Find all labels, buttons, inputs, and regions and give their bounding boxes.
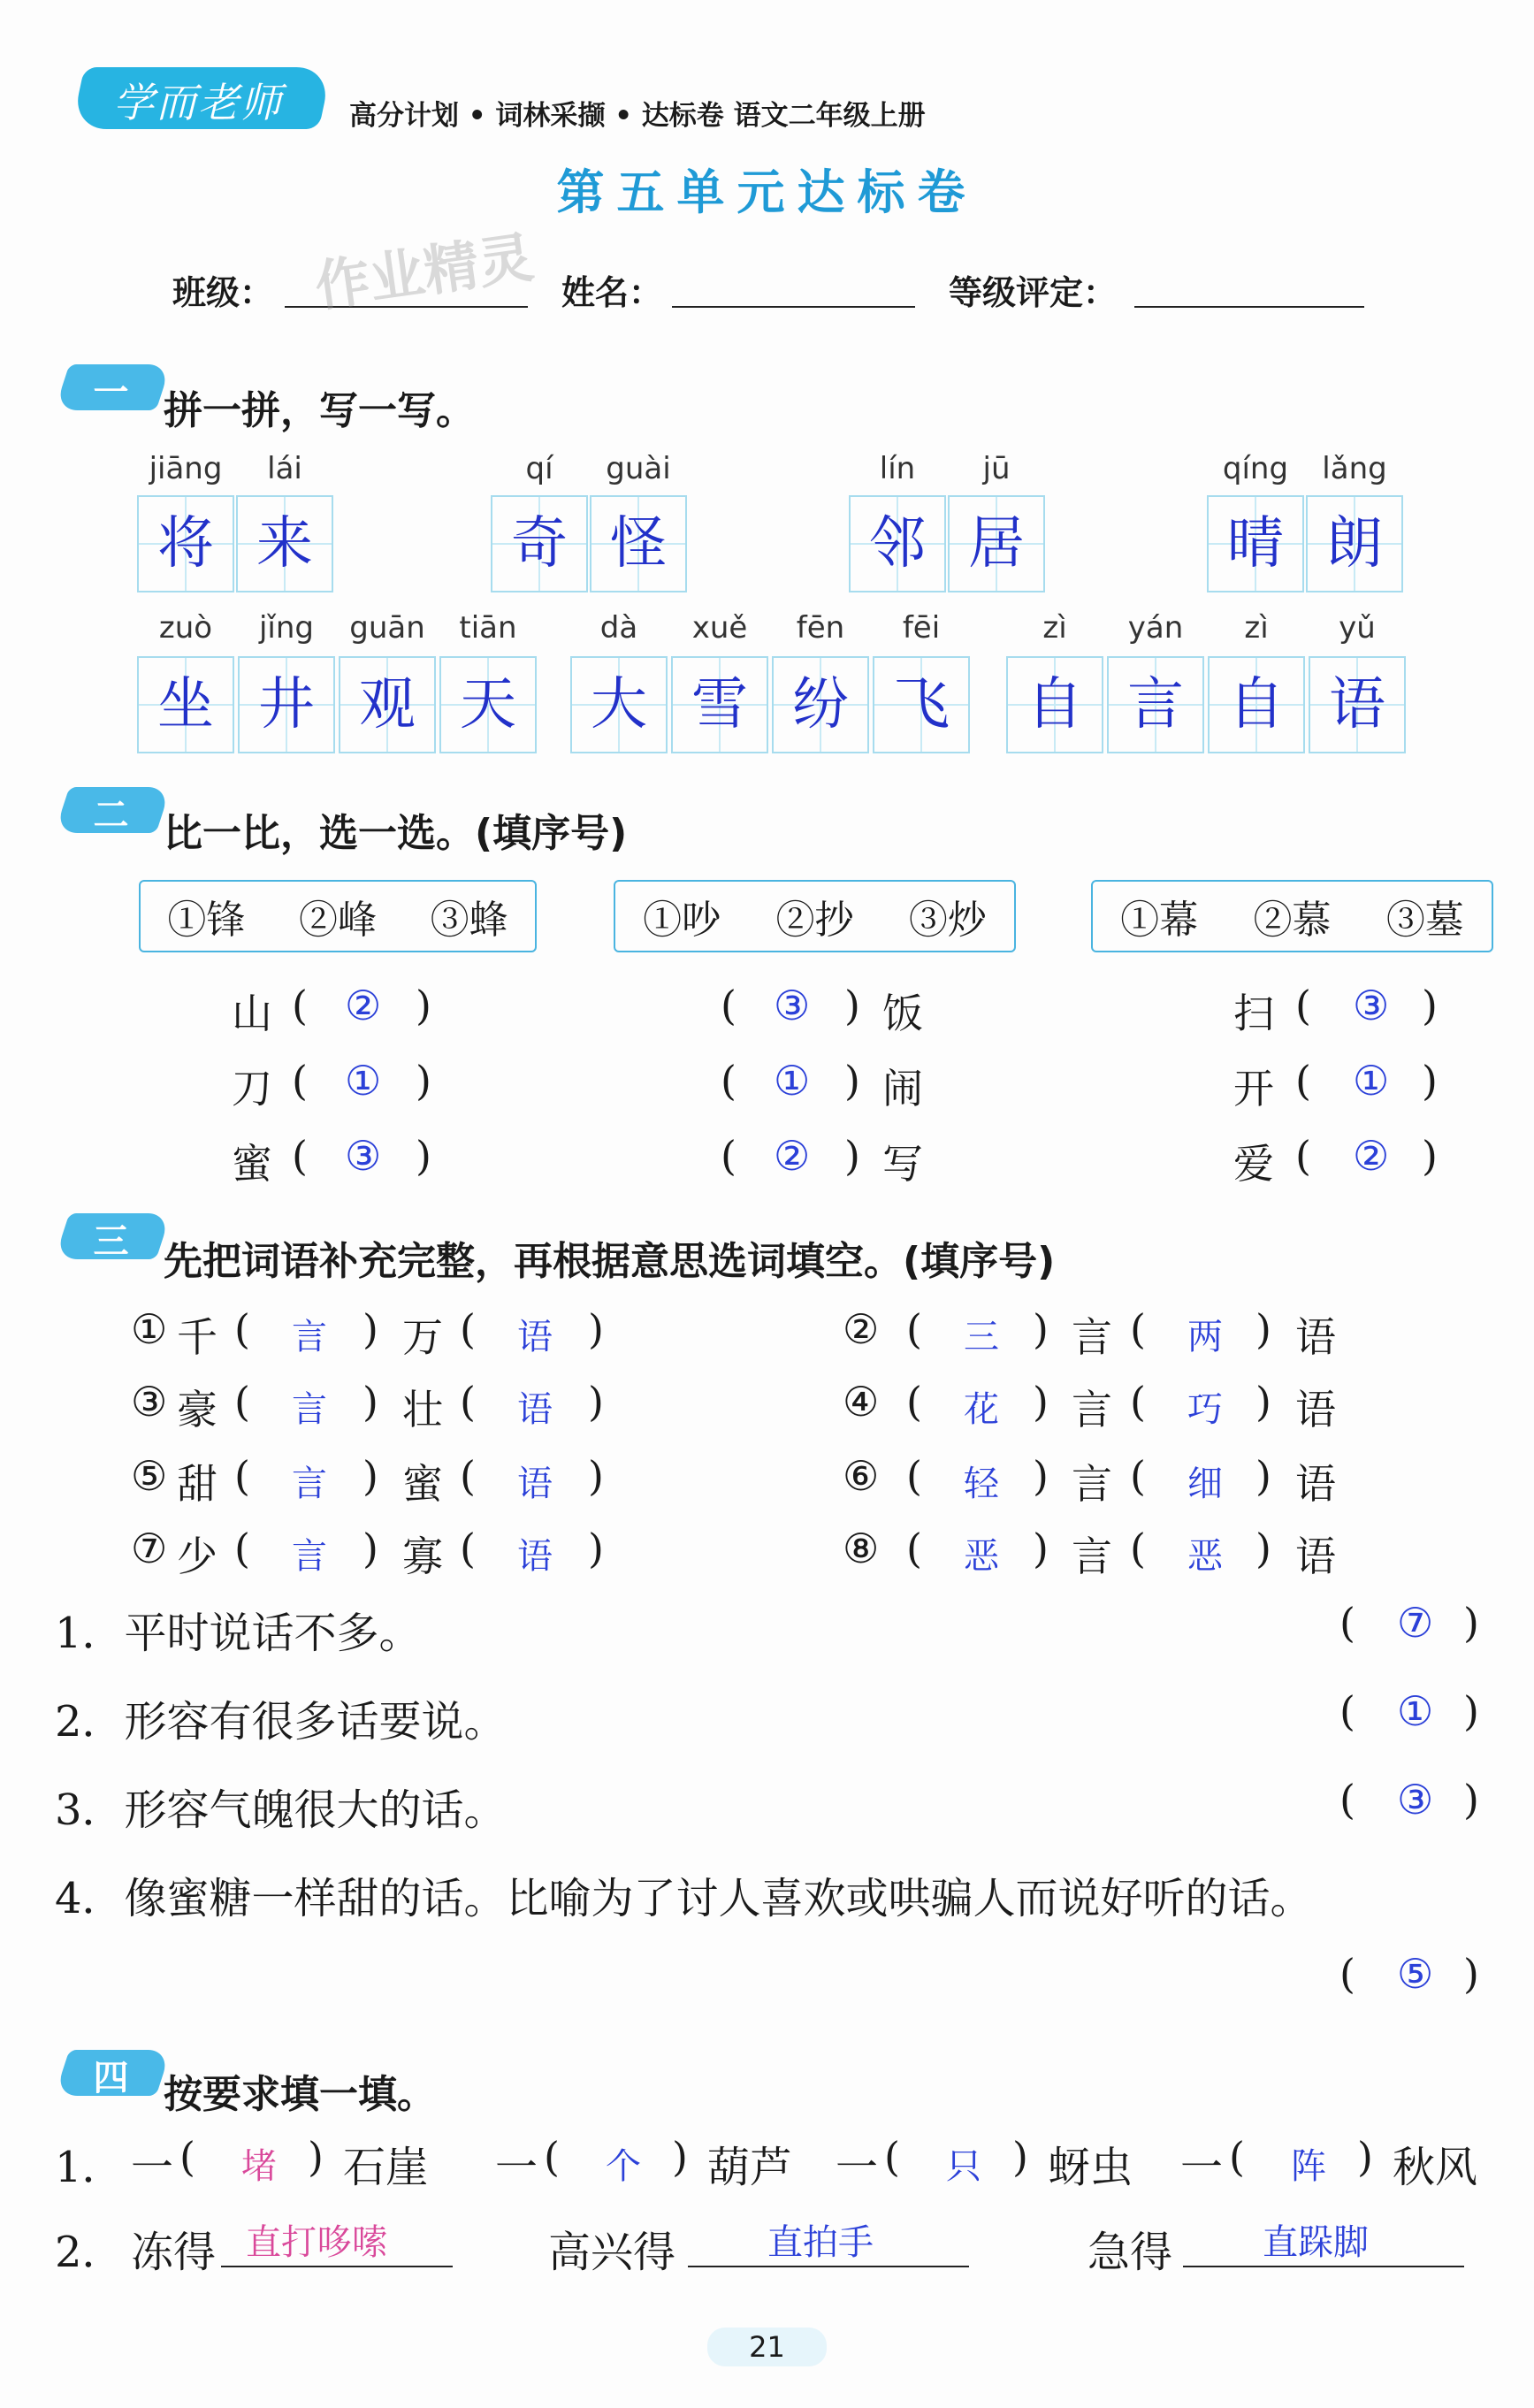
open-paren: ( — [292, 1057, 308, 1105]
item-number: ③ — [131, 1378, 168, 1426]
hanzi-answer: 晴 — [1227, 511, 1284, 577]
question-text: 2．形容有很多话要说。 — [55, 1697, 507, 1747]
pinyin: lín — [879, 451, 916, 486]
pinyin: dà — [599, 610, 638, 646]
question-text: 1．平时说话不多。 — [55, 1609, 422, 1658]
open-paren: ( — [234, 1305, 250, 1353]
measure-noun: 石崖 — [343, 2143, 429, 2192]
close-paren: ) — [1422, 1132, 1438, 1180]
section-number-2: 二 — [93, 795, 129, 836]
answer[interactable]: ③ — [1353, 982, 1390, 1029]
close-paren: ) — [844, 1132, 860, 1180]
phrase-prefix: 冻得 — [131, 2228, 217, 2277]
pinyin: fēn — [796, 610, 845, 646]
pinyin: lái — [267, 451, 302, 486]
hanzi-answer: 坐 — [157, 672, 214, 738]
close-paren: ) — [588, 1378, 604, 1426]
section-title-4: 按要求填一填。 — [164, 2072, 436, 2117]
answer[interactable]: 语 — [517, 1317, 553, 1357]
open-paren: ( — [1229, 2133, 1245, 2181]
item-number: ① — [131, 1305, 168, 1353]
hanzi-answer: 飞 — [893, 672, 950, 738]
pinyin: yǔ — [1339, 610, 1376, 646]
phrase-prefix: 急得 — [1088, 2228, 1173, 2277]
answer[interactable]: 言 — [292, 1464, 327, 1504]
close-paren: ) — [1463, 1599, 1479, 1647]
hanzi-answer: 井 — [258, 672, 315, 738]
option: ③蜂 — [430, 898, 508, 943]
page-title: 第五单元达标卷 — [556, 164, 978, 220]
open-paren: ( — [884, 2133, 900, 2181]
hanzi-answer: 天 — [460, 672, 516, 738]
answer[interactable]: ③ — [345, 1132, 382, 1180]
measure-prefix: 一 — [495, 2143, 538, 2192]
pinyin: qíng — [1222, 451, 1289, 486]
open-paren: ( — [460, 1452, 476, 1500]
grade-label: 等级评定： — [949, 273, 1118, 312]
open-paren: ( — [234, 1452, 250, 1500]
answer[interactable]: ② — [774, 1132, 811, 1180]
answer[interactable]: 个 — [606, 2146, 641, 2187]
close-paren: ) — [363, 1305, 378, 1353]
close-paren: ) — [1422, 1057, 1438, 1105]
option: ②峰 — [298, 898, 377, 943]
close-paren: ) — [416, 982, 431, 1029]
name-field[interactable] — [672, 306, 915, 308]
open-paren: ( — [1130, 1525, 1146, 1572]
hanzi-answer: 观 — [359, 672, 416, 738]
idiom-char: 万 — [402, 1313, 443, 1361]
pinyin: tiān — [459, 610, 517, 646]
answer[interactable]: 堵 — [241, 2146, 277, 2187]
close-paren: ) — [1012, 2133, 1028, 2181]
answer[interactable]: ① — [1397, 1687, 1434, 1735]
answer[interactable]: ⑦ — [1397, 1599, 1434, 1647]
hanzi-answer: 朗 — [1326, 511, 1383, 577]
option-box-3 — [1091, 880, 1493, 952]
answer[interactable]: 言 — [292, 1317, 327, 1357]
idiom-char: 言 — [1072, 1460, 1112, 1508]
open-paren: ( — [906, 1378, 922, 1426]
close-paren: ) — [416, 1057, 431, 1105]
answer[interactable]: 阵 — [1291, 2146, 1326, 2187]
close-paren: ) — [1357, 2133, 1373, 2181]
grade-field[interactable] — [1134, 306, 1364, 308]
idiom-char: 甜 — [177, 1460, 218, 1508]
open-paren: ( — [460, 1305, 476, 1353]
open-paren: ( — [1339, 1599, 1355, 1647]
pinyin: qí — [525, 451, 553, 486]
hanzi-answer: 纷 — [792, 672, 849, 738]
idiom-char: 寡 — [402, 1533, 443, 1580]
section-title-3: 先把词语补充完整，再根据意思选词填空。(填序号) — [164, 1239, 1056, 1284]
question-text: 4．像蜜糖一样甜的话。比喻为了讨人喜欢或哄骗人而说好听的话。 — [55, 1874, 1313, 1923]
item-number: ④ — [843, 1378, 880, 1426]
open-paren: ( — [1339, 1950, 1355, 1998]
answer[interactable]: 巧 — [1187, 1389, 1223, 1430]
option: ①锋 — [167, 898, 246, 943]
open-paren: ( — [1295, 1132, 1311, 1180]
idiom-char: 语 — [1295, 1313, 1336, 1361]
option: ②抄 — [775, 898, 854, 943]
close-paren: ) — [363, 1525, 378, 1572]
answer[interactable]: 细 — [1187, 1464, 1223, 1504]
section-number-3: 三 — [93, 1221, 129, 1262]
hanzi-answer: 将 — [157, 511, 214, 577]
answer[interactable]: 两 — [1187, 1317, 1223, 1357]
answer[interactable]: ② — [1353, 1132, 1390, 1180]
open-paren: ( — [906, 1452, 922, 1500]
close-paren: ) — [844, 1057, 860, 1105]
close-paren: ) — [1033, 1378, 1049, 1426]
option: ②慕 — [1253, 898, 1332, 943]
hanzi-answer: 言 — [1127, 672, 1184, 738]
close-paren: ) — [1033, 1525, 1049, 1572]
close-paren: ) — [1033, 1452, 1049, 1500]
q2-label: 2． — [55, 2228, 125, 2277]
open-paren: ( — [179, 2133, 195, 2181]
word-prefix: 爱 — [1233, 1140, 1274, 1188]
idiom-char: 豪 — [177, 1386, 218, 1433]
answer[interactable]: 直跺脚 — [1263, 2222, 1369, 2263]
section-title-2: 比一比，选一选。(填序号) — [164, 811, 628, 856]
pinyin: jǐng — [258, 610, 315, 646]
word-suffix: 饭 — [882, 990, 923, 1037]
close-paren: ) — [1422, 982, 1438, 1029]
measure-prefix: 一 — [1180, 2143, 1224, 2192]
item-number: ⑥ — [843, 1452, 880, 1500]
pinyin: zì — [1244, 610, 1269, 646]
word-suffix: 写 — [882, 1140, 923, 1188]
open-paren: ( — [460, 1525, 476, 1572]
item-number: ⑦ — [131, 1525, 168, 1572]
open-paren: ( — [1339, 1687, 1355, 1735]
open-paren: ( — [292, 1132, 308, 1180]
open-paren: ( — [1130, 1305, 1146, 1353]
section-number-1: 一 — [93, 372, 129, 413]
close-paren: ) — [416, 1132, 431, 1180]
item-number: ⑧ — [843, 1525, 880, 1572]
idiom-char: 千 — [177, 1313, 218, 1361]
close-paren: ) — [308, 2133, 324, 2181]
measure-noun: 秋风 — [1393, 2143, 1478, 2192]
section-number-4: 四 — [93, 2058, 129, 2098]
answer[interactable]: 语 — [517, 1536, 553, 1577]
open-paren: ( — [1339, 1776, 1355, 1823]
item-number: ⑤ — [131, 1452, 168, 1500]
hanzi-answer: 来 — [256, 511, 313, 577]
brand-logo-text: 学而老师 — [113, 79, 283, 126]
name-label: 姓名： — [561, 273, 663, 312]
answer[interactable]: 三 — [964, 1317, 999, 1357]
measure-noun: 蚜虫 — [1048, 2143, 1133, 2192]
idiom-char: 言 — [1072, 1313, 1112, 1361]
pinyin: fēi — [902, 610, 941, 646]
hanzi-answer: 语 — [1329, 672, 1385, 738]
option: ①幕 — [1120, 898, 1199, 943]
option: ①吵 — [643, 898, 721, 943]
close-paren: ) — [363, 1452, 378, 1500]
open-paren: ( — [1130, 1452, 1146, 1500]
q1-label: 1． — [55, 2143, 125, 2192]
answer[interactable]: 直打哆嗦 — [246, 2222, 387, 2263]
idiom-char: 语 — [1295, 1386, 1336, 1433]
word-prefix: 山 — [232, 990, 272, 1037]
word-prefix: 扫 — [1233, 990, 1274, 1037]
idiom-char: 语 — [1295, 1460, 1336, 1508]
close-paren: ) — [1255, 1305, 1271, 1353]
close-paren: ) — [363, 1378, 378, 1426]
idiom-char: 蜜 — [402, 1460, 443, 1508]
answer[interactable]: ⑤ — [1397, 1950, 1434, 1998]
answer[interactable]: 直拍手 — [767, 2222, 874, 2263]
close-paren: ) — [1033, 1305, 1049, 1353]
watermark: 作业精灵 — [310, 225, 538, 319]
close-paren: ) — [1463, 1776, 1479, 1823]
answer-line — [1183, 2266, 1464, 2267]
answer[interactable]: 语 — [517, 1464, 553, 1504]
open-paren: ( — [1295, 982, 1311, 1029]
answer[interactable]: ② — [345, 982, 382, 1029]
pinyin: jiāng — [149, 451, 223, 486]
hanzi-answer: 自 — [1026, 672, 1083, 738]
hanzi-answer: 自 — [1228, 672, 1285, 738]
answer-line — [221, 2266, 453, 2267]
idiom-char: 言 — [1072, 1386, 1112, 1433]
answer[interactable]: ① — [774, 1057, 811, 1105]
hanzi-answer: 奇 — [511, 511, 568, 577]
answer[interactable]: 恶 — [964, 1536, 999, 1577]
option-box-1 — [139, 880, 537, 952]
close-paren: ) — [1463, 1950, 1479, 1998]
close-paren: ) — [588, 1305, 604, 1353]
open-paren: ( — [234, 1378, 250, 1426]
series-subtitle: 高分计划 • 词林采撷 • 达标卷 语文二年级上册 — [349, 100, 926, 132]
item-number: ② — [843, 1305, 880, 1353]
option: ③炒 — [908, 898, 987, 943]
idiom-char: 语 — [1295, 1533, 1336, 1580]
close-paren: ) — [1463, 1687, 1479, 1735]
pinyin: yán — [1127, 610, 1184, 646]
close-paren: ) — [588, 1452, 604, 1500]
open-paren: ( — [721, 982, 736, 1029]
pinyin: guān — [349, 610, 425, 646]
hanzi-answer: 大 — [591, 672, 647, 738]
word-suffix: 闹 — [882, 1065, 923, 1112]
idiom-char: 壮 — [402, 1386, 443, 1433]
answer[interactable]: 恶 — [1187, 1536, 1223, 1577]
open-paren: ( — [544, 2133, 560, 2181]
answer[interactable]: 轻 — [964, 1464, 999, 1504]
pinyin: jū — [982, 451, 1011, 486]
answer[interactable]: 语 — [517, 1389, 553, 1430]
class-label: 班级： — [172, 273, 274, 312]
hanzi-answer: 雪 — [691, 672, 748, 738]
pinyin: lǎng — [1322, 451, 1387, 486]
open-paren: ( — [1295, 1057, 1311, 1105]
open-paren: ( — [234, 1525, 250, 1572]
answer[interactable]: 言 — [292, 1389, 327, 1430]
question-text: 3．形容气魄很大的话。 — [55, 1785, 507, 1835]
answer[interactable]: 花 — [964, 1389, 999, 1430]
hanzi-answer: 居 — [968, 511, 1025, 577]
answer[interactable]: ① — [1353, 1057, 1390, 1105]
answer[interactable]: 只 — [946, 2146, 981, 2187]
open-paren: ( — [906, 1305, 922, 1353]
phrase-prefix: 高兴得 — [548, 2228, 676, 2277]
close-paren: ) — [588, 1525, 604, 1572]
idiom-char: 言 — [1072, 1533, 1112, 1580]
pinyin: zì — [1042, 610, 1067, 646]
word-prefix: 开 — [1233, 1065, 1274, 1112]
hanzi-answer: 邻 — [869, 511, 926, 577]
measure-noun: 葫芦 — [707, 2143, 793, 2192]
open-paren: ( — [721, 1132, 736, 1180]
close-paren: ) — [1255, 1378, 1271, 1426]
idiom-char: 少 — [177, 1533, 218, 1580]
open-paren: ( — [292, 982, 308, 1029]
close-paren: ) — [844, 982, 860, 1029]
answer[interactable]: 言 — [292, 1536, 327, 1577]
answer[interactable]: ③ — [1397, 1776, 1434, 1823]
word-prefix: 蜜 — [232, 1140, 272, 1188]
open-paren: ( — [721, 1057, 736, 1105]
answer[interactable]: ① — [345, 1057, 382, 1105]
pinyin: guài — [606, 451, 671, 486]
page-number: 21 — [749, 2330, 785, 2364]
close-paren: ) — [1255, 1525, 1271, 1572]
close-paren: ) — [1255, 1452, 1271, 1500]
word-prefix: 刀 — [232, 1065, 272, 1112]
answer-line — [688, 2266, 969, 2267]
option: ③墓 — [1385, 898, 1464, 943]
pinyin: xuě — [691, 610, 748, 646]
open-paren: ( — [906, 1525, 922, 1572]
open-paren: ( — [1130, 1378, 1146, 1426]
measure-prefix: 一 — [131, 2143, 174, 2192]
pinyin: zuò — [158, 610, 213, 646]
answer[interactable]: ③ — [774, 982, 811, 1029]
hanzi-answer: 怪 — [610, 511, 667, 577]
open-paren: ( — [460, 1378, 476, 1426]
measure-prefix: 一 — [836, 2143, 879, 2192]
close-paren: ) — [672, 2133, 688, 2181]
option-box-2 — [614, 880, 1016, 952]
section-title-1: 拼一拼，写一写。 — [164, 388, 475, 433]
